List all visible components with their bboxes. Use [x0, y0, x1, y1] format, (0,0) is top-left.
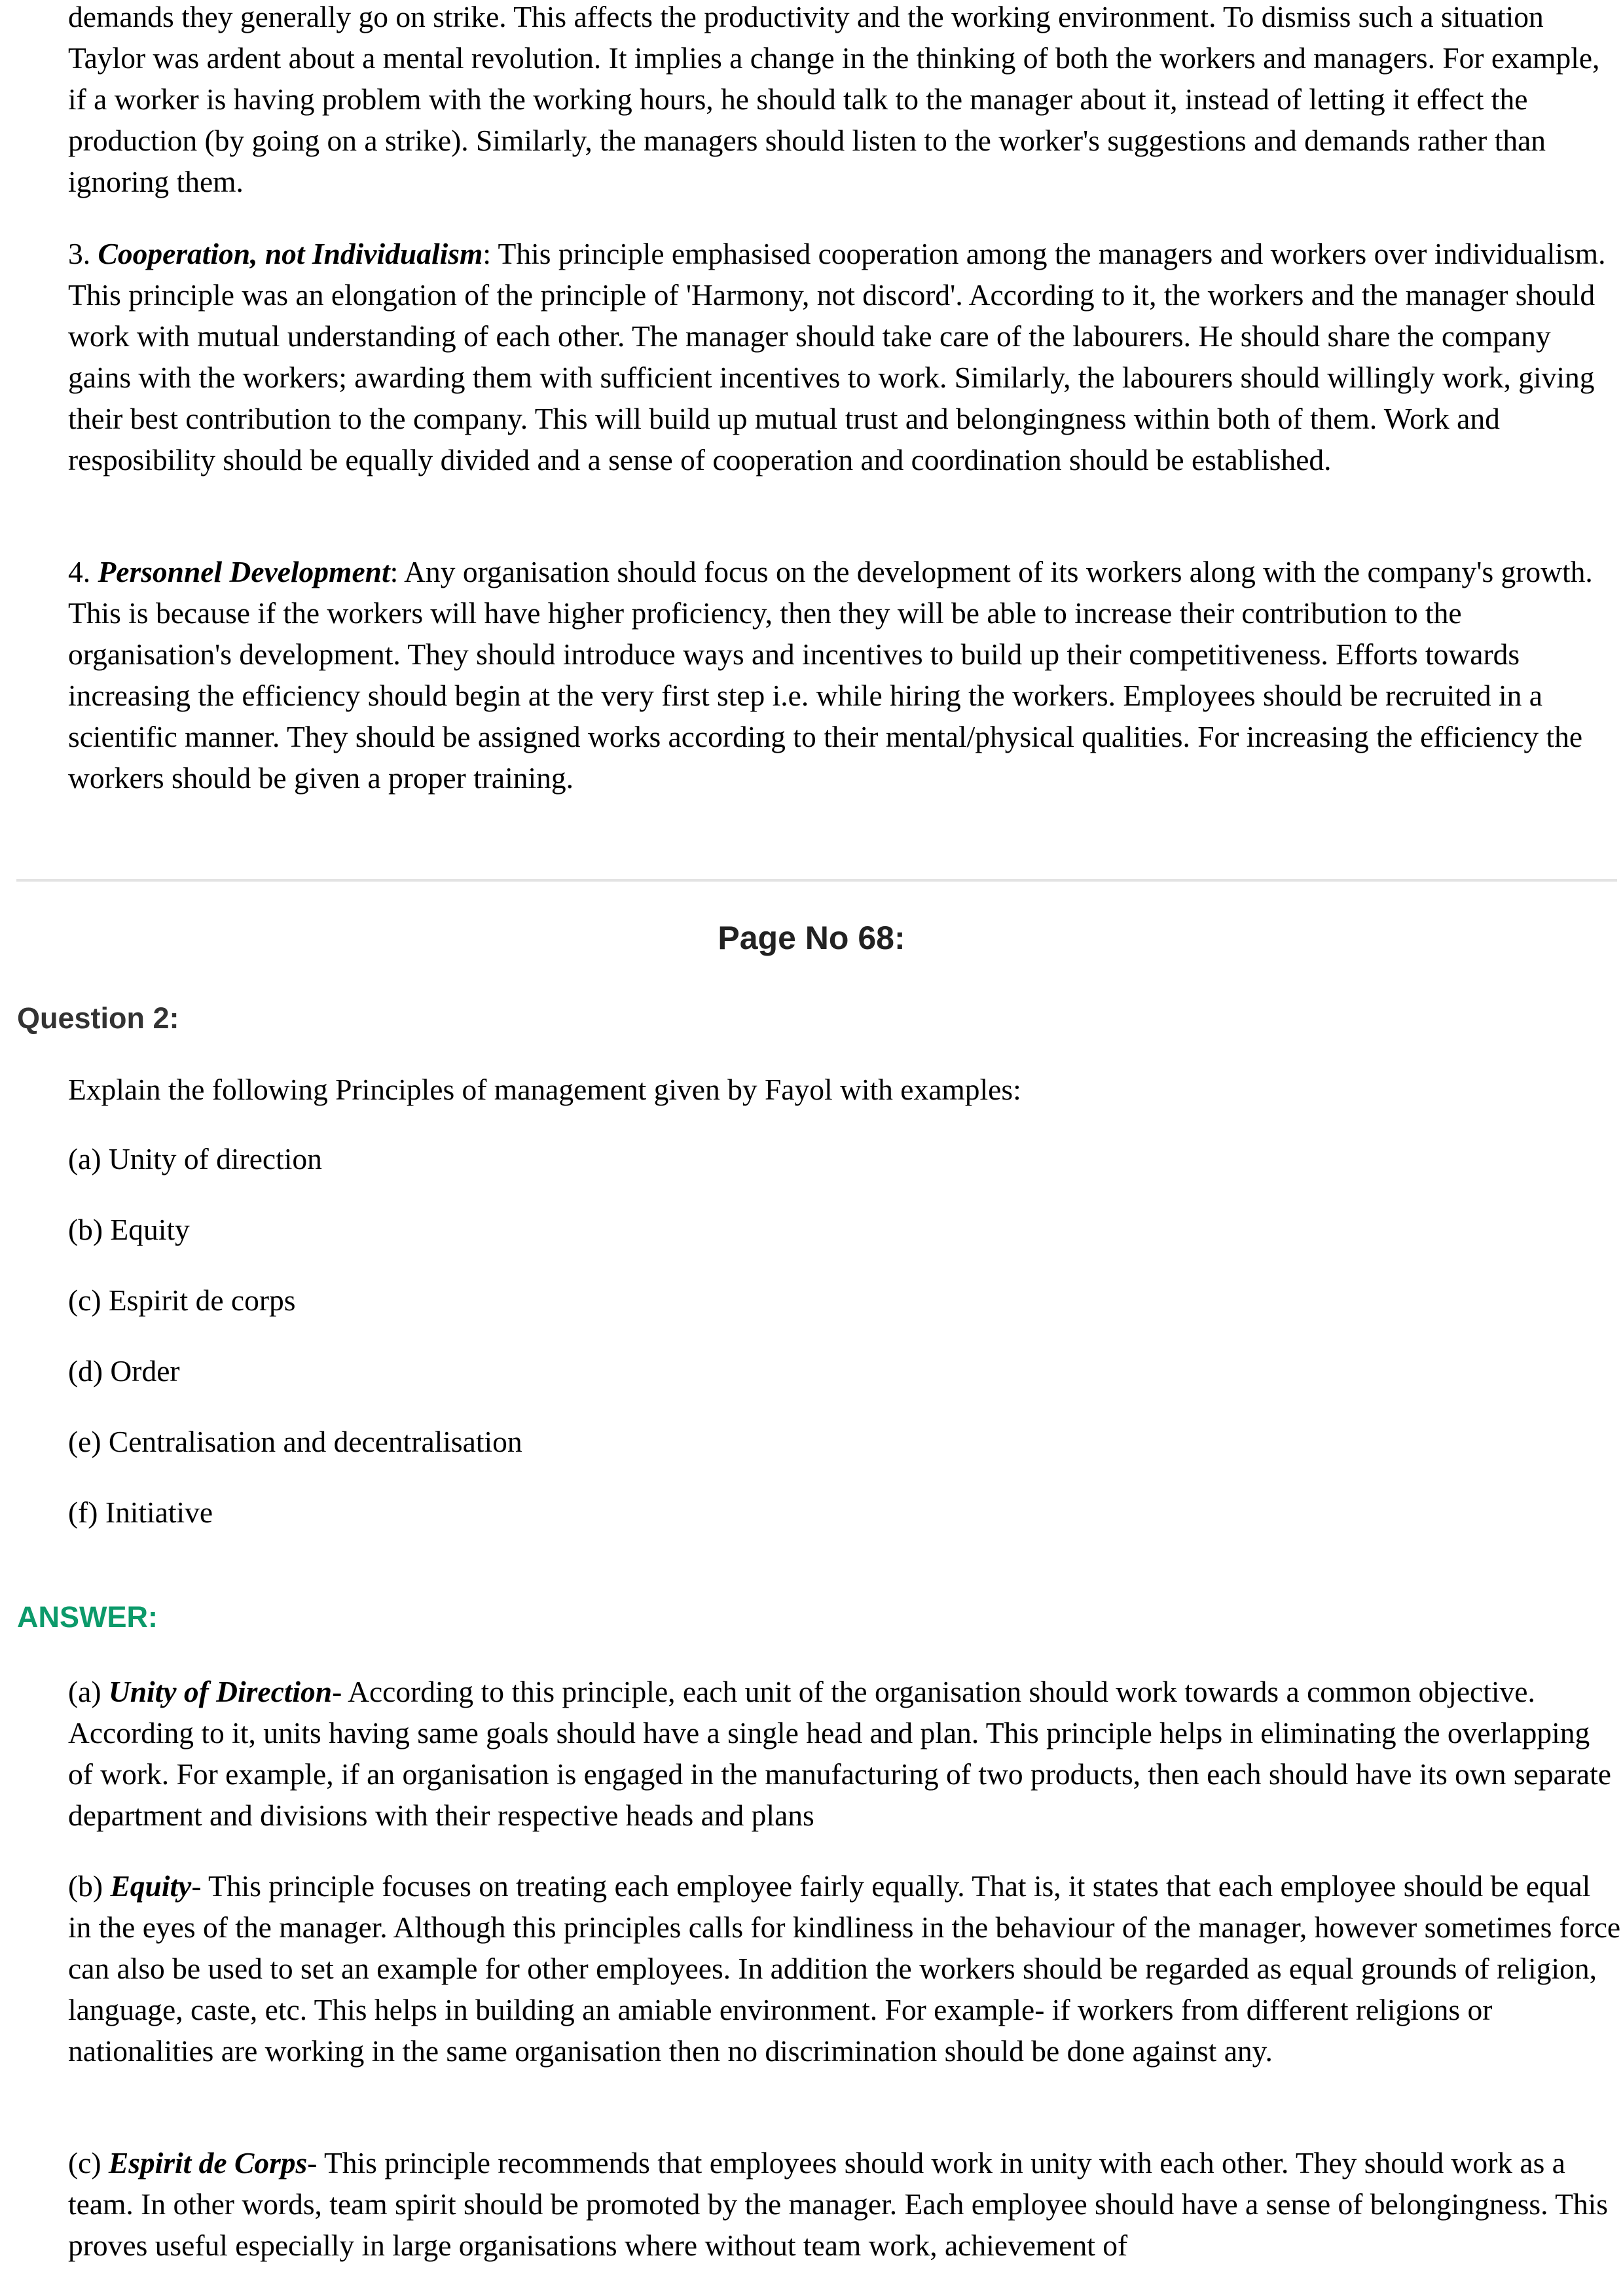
- answer-paragraph-unity-of-direction: [68, 1671, 1621, 1836]
- page-number-label: Page No 68:: [718, 920, 905, 956]
- question-prompt: Explain the following Principles of management given by Fayol with examples:: [68, 1073, 1021, 1106]
- answer-label: (b): [68, 1869, 111, 1903]
- answer-title: Equity: [110, 1869, 192, 1903]
- question-heading: Question 2:: [17, 1001, 179, 1035]
- answer-text: This principle focuses on treating each employee fairly equally. That is, it states that each employee should be equal in the eyes of the manager. Although this principles calls for kindliness in the behaviour of the manager, however sometimes force can also be used to set an example for other employees. In addition the workers should be regarded as equal grounds of religion, language, caste, etc. This helps in building an amiable environment. For example- if workers from different religions or nationalities are working in the same organisation then no discrimination should be done against any.: [68, 1869, 1621, 2068]
- answer-separator: -: [307, 2146, 318, 2179]
- answer-label: (a): [68, 1675, 109, 1708]
- principle-separator: :: [390, 555, 399, 588]
- question-item-b: (b) Equity: [68, 1213, 190, 1246]
- answer-label: (c): [68, 2146, 109, 2179]
- question-item-f: (f) Initiative: [68, 1496, 213, 1529]
- answer-text: This principle recommends that employees should work in unity with each other. They should work as a team. In other words, team spirit should be promoted by the manager. Each employee should have a sense of belongingness. This proves useful especially in large organisations where without team work, achievement of: [68, 2146, 1608, 2262]
- principle-separator: :: [483, 237, 491, 270]
- answer-separator: -: [191, 1869, 202, 1903]
- question-item-e: (e) Centralisation and decentralisation: [68, 1425, 522, 1458]
- question-item-d: (d) Order: [68, 1354, 180, 1388]
- answer-text: According to this principle, each unit of the organisation should work towards a common objective. According to it, units having same goals should have a single head and plan. This principle helps in eliminating the overlapping of work. For example, if an organisation is engaged in the manufacturing of two products, then each should have its own separate department and divisions with their respective heads and plans: [68, 1675, 1611, 1832]
- principle-paragraph-personnel-development: [68, 551, 1621, 798]
- principle-number: 3.: [68, 237, 91, 270]
- principle-paragraph-cooperation: [68, 233, 1621, 480]
- principle-text: This principle emphasised cooperation among the managers and workers over individualism. This principle was an elongation of the principle of 'Harmony, not discord'. According to it, the workers and the manager should work with mutual understanding of each other. The manager should take care of the labourers. He should share the company gains with the workers; awarding them with sufficient incentives to work. Similarly, the labourers should willingly work, giving their best contribution to the company. This will build up mutual trust and belongingness within both of them. Work and resposibility should be equally divided and a sense of cooperation and coordination should be established.: [68, 237, 1606, 476]
- section-divider: [16, 879, 1617, 882]
- principle-text: Any organisation should focus on the development of its workers along with the company's growth. This is because if the workers will have higher proficiency, then they will be able to increase their contribution to the organisation's development. They should introduce ways and incentives to build up their competitiveness. Efforts towards increasing the efficiency should begin at the very first step i.e. while hiring the workers. Employees should be recruited in a scientific manner. They should be assigned works according to their mental/physical qualities. For increasing the efficiency the workers should be given a proper training.: [68, 555, 1593, 795]
- answer-heading: ANSWER:: [17, 1600, 158, 1634]
- principle-title: Personnel Development: [98, 555, 390, 588]
- principle-number: 4.: [68, 555, 91, 588]
- continuation-paragraph-harmony: demands they generally go on strike. This affects the productivity and the working environment. To dismiss such a situation Taylor was ardent about a mental revolution. It implies a change in the thinking of both the workers and managers. For example, if a worker is having problem with the working hours, he should talk to the manager about it, instead of letting it effect the production (by going on a strike). Similarly, the managers should listen to the worker's suggestions and demands rather than ignoring them.: [68, 0, 1600, 198]
- answer-title: Espirit de Corps: [108, 2146, 308, 2179]
- answer-separator: -: [332, 1675, 342, 1708]
- question-item-c: (c) Espirit de corps: [68, 1283, 296, 1317]
- question-item-a: (a) Unity of direction: [68, 1142, 322, 1175]
- principle-title: Cooperation, not Individualism: [98, 237, 483, 270]
- answer-title: Unity of Direction: [108, 1675, 333, 1708]
- answer-paragraph-equity: [68, 1865, 1621, 2072]
- answer-paragraph-espirit-de-corps: [68, 2142, 1621, 2266]
